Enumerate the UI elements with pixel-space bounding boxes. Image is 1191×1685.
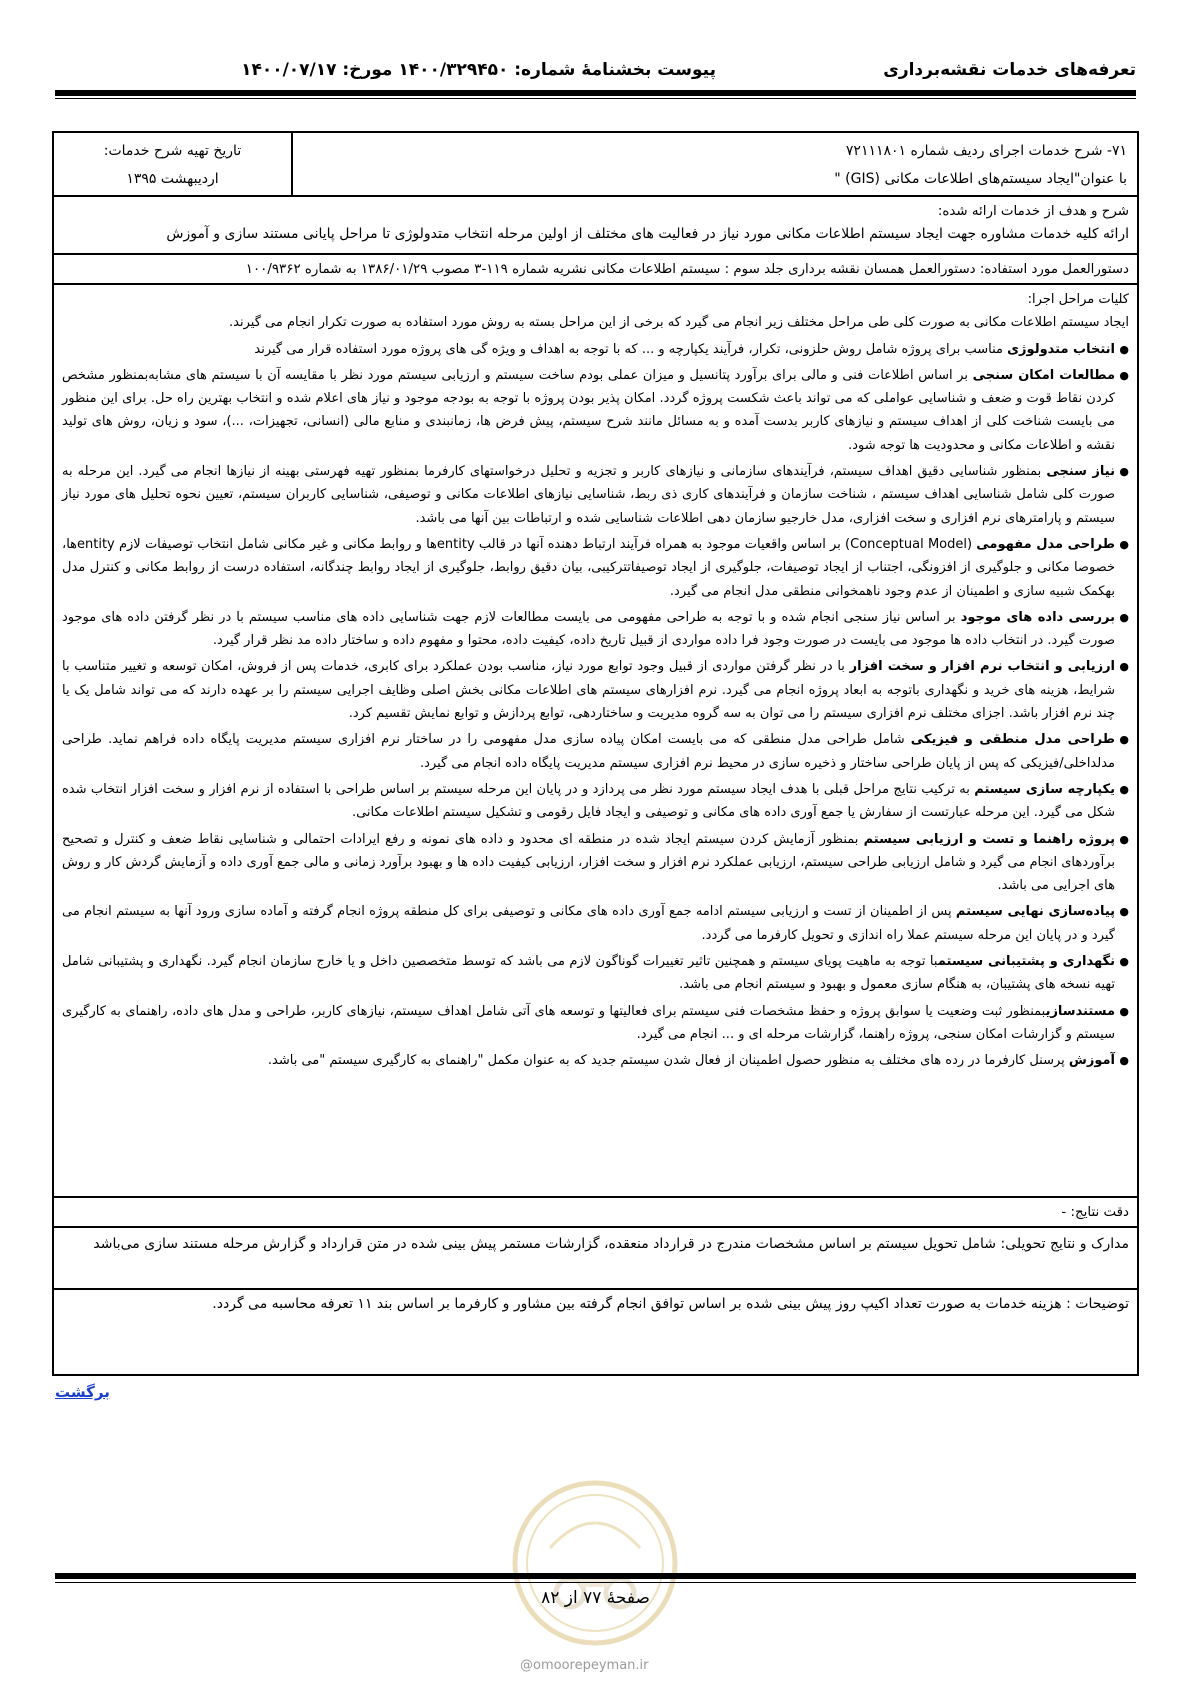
date-label: تاریخ تهیه شرح خدمات:: [103, 143, 242, 159]
footer-rule-thin: [55, 1582, 1136, 1583]
step-conceptual-model: ● طراحی مدل مفهومی (Conceptual Model) بر اساس واقعیات موجود به همراه فرآیند ارتباط دهنده آنها در قالب entityها و روابط مکانی و غیر مکانی شامل انتخاب توصیفات لازم entityها، خصوصا مکانی و جلوگیری از افزونگی، اجتناب از ایجاد توصیفات، جلوگیری از ایجاد توصیفاتترکیبی، بیان دقیق روابط، جلوگیری از ایجاد روابط چندگانه، استفاده درست از روابط مکانی و کنترل مدل بهکمک شبیه سازی و اطمینان از عدم وجود ناهمخوانی منطقی مدل انجام می گیرد.: [62, 533, 1129, 603]
header-title: تعرفه‌های خدمات نقشه‌برداری: [883, 60, 1136, 80]
page-header: [55, 58, 1136, 86]
step-pilot-testing: ● پروژه راهنما و تست و ارزیابی سیستم بمنظور آزمایش کردن سیستم ایجاد شده در منطقه ای محدود و داده های نمونه و رفع ایرادات احتمالی و شناسایی نقاط ضعف و کنترل و تصحیح برآوردهای انجام می گیرد و شامل ارزیابی طراحی سیستم، ارزیابی عملکرد نرم افزار و سخت افزار، ارزیابی کیفیت داده ها و بهبود برآورد زمانی و مالی جمع آوری داده و آزمایش گردش کار و روش های اجرایی می باشد.: [62, 828, 1129, 898]
seal-stamp: [510, 1478, 680, 1648]
date-cell: [54, 133, 291, 195]
goal-text: ارائه کلیه خدمات مشاوره جهت ایجاد سیستم اطلاعات مکانی مورد نیاز در فعالیت های مختلف از اولین مرحله انتخاب متدولوژی تا مراحل پایانی مستند سازی و آموزش: [166, 226, 1129, 242]
service-title-cell: [291, 133, 1137, 195]
step-logical-physical-model: ● طراحی مدل منطقی و فیزیکی شامل طراحی مدل منطقی که می بایست امکان پیاده سازی مدل مفهومی را در ساختار نرم افزاری سیستم مدیریت پایگاه داده فراهم نماید. طراحی مدلداخلی/فیزیکی که پس از پایان طراحی ساختار و ذخیره سازی در محیط نرم افزاری سیستم مدیریت پایگاه داده انجام می گیرد.: [62, 728, 1129, 775]
back-link[interactable]: برگشت: [55, 1383, 110, 1401]
service-name: با عنوان"ایجاد سیستم‌های اطلاعات مکانی (GIS) ": [834, 171, 1127, 187]
header-rule-thin: [55, 98, 1136, 99]
step-feasibility: ● مطالعات امکان سنجی بر اساس اطلاعات فنی و مالی برای برآورد پتانسیل و میزان عملی بودم ساخت سیستم و ارزیابی سیستم مورد نظر با مقایسه آن با سیستم های مشابه‌بمنظور مشخص کردن نقاط قوت و ضعف و شناسایی عواملی که می تواند باعث شکست پروژه گردد. امکان پذیر بودن پروژه با توجه به بودجه موجود و نیاز های اعلام شده و انتخاب بهترین راه حل. برای این منظور می بایست شناخت کلی از اهداف سیستم و نیازهای کاربر بدست آمده و به مسائل مانند شرح سیستم، پیش فرض ها، زمانبندی و منابع مالی (انسانی، تجهیزات، ...)، سود و زیان، روش های تولید نقشه و اطلاعات مکانی و محدودیت ها توجه شود.: [62, 364, 1129, 457]
service-number: ۷۱- شرح خدمات اجرای ردیف شماره ۷۲۱۱۱۸۰۱: [845, 143, 1127, 159]
instruction-row: [54, 255, 1137, 285]
date-value: اردیبهشت ۱۳۹۵: [126, 171, 219, 187]
steps-row: [54, 285, 1137, 1198]
deliverables-text: مدارک و نتایج تحویلی: شامل تحویل سیستم بر اساس مشخصات مندرج در قرارداد منعقده، گزارشات مستمر پیش بینی شده در متن قرارداد و گزارش مرحله مستند سازی می‌باشد: [93, 1236, 1129, 1252]
accuracy-row: [54, 1198, 1137, 1228]
page-number: صفحۀ ۷۷ از ۸۲: [541, 1588, 650, 1608]
step-data-review: ● بررسی داده های موجود بر اساس نیاز سنجی انجام شده و با توجه به طراحی مفهومی می بایست مطالعات لازم جهت شناسایی داده های مناسب سیستم با در نظر گرفتن داده های موجود صورت گیرد. در انتخاب داده ها موجود می بایست در صورت وجود فرا داده مواردی از قبیل تاریخ داده، کیفیت داده، محتوا و مفهوم داده و ساختار داده مد نظر قرار گیرد.: [62, 606, 1129, 653]
step-software-hardware: ● ارزیابی و انتخاب نرم افزار و سخت افزار با در نظر گرفتن مواردی از قبیل وجود توابع مورد نیاز، مناسب بودن عملکرد برای کابری، خدمات پس از فروش، امکان توسعه و تغییر متناسب با شرایط، هزینه های خرید و نگهداری باتوجه به ابعاد پروژه انجام می گیرد. نرم افزارهای سیستم های اطلاعات مکانی بخش اصلی وظایف اجرایی سیستم را بر عهده دارند که می تواند شامل یک یا چند نرم افزار باشد. اجزای مختلف نرم افزاری سیستم را می توان به سه گروه مدیریت و ساختاردهی، توابع پردازش و توابع نمایش تقسیم کرد.: [62, 655, 1129, 725]
goal-label: شرح و هدف از خدمات ارائه شده:: [937, 204, 1129, 219]
step-maintenance: ● نگهداری و پشتیبانی سیستمبا توجه به ماهیت پویای سیستم و همچنین تاثیر تغییرات گوناگون لازم می باشد که توسط متخصصین داخل و یا خارج سازمان انجام گیرد. نگهداری و پشتیبانی شامل تهیه نسخه های پشتیبان، به هنگام سازی معمول و بهبود و سیستم انجام می باشد.: [62, 950, 1129, 997]
deliverables-row: [54, 1228, 1137, 1290]
watermark: @omoorepeyman.ir: [520, 1658, 649, 1673]
step-documentation: ● مستندسازیبمنظور ثبت وضعیت یا سوابق پروژه و حفظ مشخصات فنی سیستم برای فعالیتها و توسعه های آتی شامل اهداف سیستم، نیازهای کاربر، طراحی و مدل های داده، راهنمای به کارگیری سیستم و گزارشات امکان سنجی، پروژه راهنما، گزارشات مرحله ای و ... انجام می گیرد.: [62, 1000, 1129, 1047]
accuracy-text: دقت نتایج: -: [1061, 1205, 1129, 1220]
service-table: [52, 131, 1139, 1376]
header-rule: [55, 90, 1136, 96]
instruction-text: دستورالعمل مورد استفاده: دستورالعمل همسان نقشه برداری جلد سوم : سیستم اطلاعات مکانی نشریه شماره ۱۱۹-۳ مصوب ۱۳۸۶/۰۱/۲۹ به شماره ۱۰۰/۹۳۶۲: [245, 262, 1129, 277]
step-integration: ● یکپارچه سازی سیستم به ترکیب نتایج مراحل قبلی با هدف ایجاد سیستم مورد نظر می پردازد و در پایان این مرحله سیستم بر اساس طراحی با استفاده از نرم افزار و سخت افزار انتخاب شده شکل می گیرد. این مرحله عبارتست از سفارش یا جمع آوری داده های مکانی و توصیفی و ایجاد فایل رقومی و تشکیل سیستم اطلاعات مکانی.: [62, 778, 1129, 825]
goal-row: [54, 197, 1137, 255]
notes-row: [54, 1290, 1137, 1374]
steps-label: کلیات مراحل اجرا:: [1027, 292, 1129, 307]
header-reference: پیوست بخشنامۀ شماره: ۱۴۰۰/۳۲۹۴۵۰ مورخ: ۱۴۰۰/۰۷/۱۷: [241, 60, 716, 80]
step-requirements: ● نیاز سنجی بمنظور شناسایی دقیق اهداف سیستم، فرآیندهای سازمانی و نیازهای کاربر و تجزیه و تحلیل درخواستهای کارفرما بمنظور تهیه فهرستی بهینه از نیازها انجام می گیرد. این مرحله به صورت کلی شامل شناسایی اهداف سیستم ، شناخت سازمان و فرآیندهای کاری ذی ربط، شناسایی نیازهای اطلاعات مکانی و توصیفی، شناسایی کاربران سیستم، تعیین نحوه تحلیل های مورد نیاز سیستم و پارامترهای نرم افزاری و سخت افزاری، مدل خارجیو سازمان دهی اطلاعات شناسایی شده و ارتباطات بین آنها می باشد.: [62, 460, 1129, 530]
title-row: [54, 133, 1137, 197]
steps-intro: ایجاد سیستم اطلاعات مکانی به صورت کلی طی مراحل مختلف زیر انجام می گیرد که برخی از این مراحل بسته به روش مورد استفاده به صورت تکرار انجام می گیرند.: [229, 315, 1129, 331]
footer-rule: [55, 1573, 1136, 1579]
notes-text: توضیحات : هزینه خدمات به صورت تعداد اکیپ روز پیش بینی شده بر اساس توافق انجام گرفته بین مشاور و کارفرما بر اساس بند ۱۱ تعرفه محاسبه می گردد.: [212, 1296, 1129, 1312]
step-final-implementation: ● پیاده‌سازی نهایی سیستم پس از اطمینان از تست و ارزیابی سیستم ادامه جمع آوری داده های مکانی و توصیفی برای کل منطقه پروژه انجام گرفته و آماده سازی ورود آنها به سیستم انجام می گیرد و در پایان این مرحله سیستم عملا راه اندازی و تحویل کارفرما می گردد.: [62, 900, 1129, 947]
step-training: ● آموزش پرسنل کارفرما در رده های مختلف به منظور حصول اطمینان از فعال شدن سیستم جدید که به عنوان مکمل "راهنمای به کارگیری سیستم "می باشد.: [62, 1049, 1129, 1072]
step-methodology: ● انتخاب متدولوژی مناسب برای پروژه شامل روش حلزونی، تکرار، فرآیند یکپارچه و ... که با توجه به اهداف و ویژه گی های پروژه مورد استفاده قرار می گیرند: [62, 338, 1129, 361]
